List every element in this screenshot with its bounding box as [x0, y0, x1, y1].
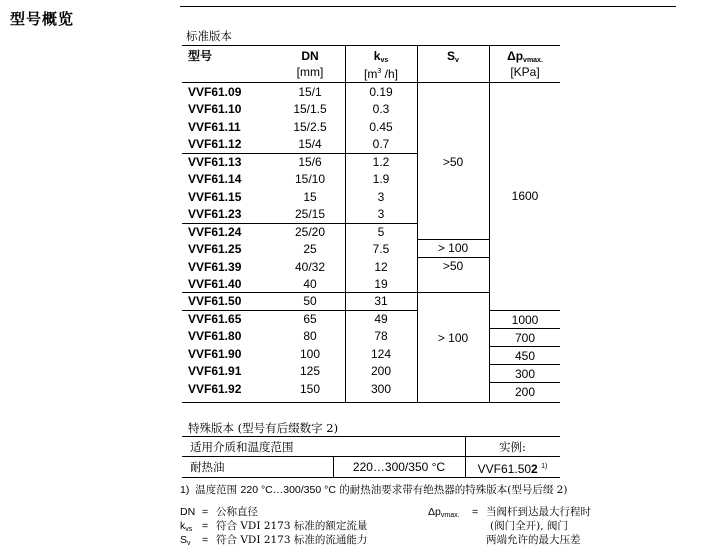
sv-group-rule: [417, 292, 489, 293]
row-kvs: 5: [377, 224, 385, 239]
special-top-rule: [182, 436, 560, 437]
legend-dp: $\Delta p_{vmax.}$ = 当阀杆到达最大行程时: [428, 506, 591, 519]
row-kvs: 49: [374, 311, 388, 326]
row-kvs: 0.7: [372, 137, 390, 152]
row-model: VVF61.25: [188, 242, 242, 257]
sv-group-4: > 100: [437, 331, 469, 345]
dp-rule: [489, 310, 560, 311]
header-kvs-unit: [$m^3$ /h]: [364, 67, 398, 81]
row-kvs: 200: [370, 364, 392, 379]
row-kvs: 3: [377, 189, 385, 204]
row-kvs: 0.19: [369, 85, 393, 99]
special-bottom-rule: [182, 477, 560, 478]
dp-rule: [489, 364, 560, 365]
table-header-rule: [182, 82, 560, 83]
dp-value: 450: [514, 349, 536, 363]
row-group-rule: [182, 153, 417, 154]
header-model: 型号: [188, 49, 213, 63]
row-dn: 50: [303, 294, 317, 309]
row-model: VVF61.11: [188, 119, 241, 134]
dp-value: 1000: [511, 313, 539, 327]
special-version-caption: 特殊版本 (型号有后缀数字 2): [188, 421, 339, 435]
row-dn: 150: [299, 381, 321, 396]
row-dn: 65: [303, 311, 317, 326]
row-kvs: 0.45: [369, 119, 393, 134]
header-dn: DN: [301, 49, 319, 63]
header-kvs: $k_{vs}$: [373, 49, 389, 64]
row-dn: 80: [303, 329, 317, 344]
row-dn: 40: [303, 276, 317, 291]
row-dn: 15/4: [298, 137, 322, 152]
header-dp: $\Delta p_{vmax.}$: [507, 49, 543, 64]
row-dn: 15/1: [298, 85, 322, 99]
row-kvs: 7.5: [372, 242, 390, 257]
row-model: VVF61.50: [188, 294, 242, 309]
legend-dn: DN = 公称直径: [180, 506, 258, 518]
dp-rule: [489, 346, 560, 347]
row-dn: 15/1.5: [293, 102, 327, 117]
row-kvs: 3: [377, 207, 385, 222]
row-model: VVF61.24: [188, 224, 242, 239]
row-model: VVF61.91: [188, 364, 242, 379]
special-header-example: 实例:: [499, 440, 526, 454]
row-model: VVF61.80: [188, 329, 242, 344]
sv-group-2: > 100: [437, 241, 469, 255]
row-kvs: 124: [370, 346, 392, 361]
row-group-rule: [182, 310, 417, 311]
row-model: VVF61.09: [188, 85, 242, 99]
row-model: VVF61.39: [188, 259, 242, 274]
dp-rule: [489, 382, 560, 383]
legend-dp-cont: 两端允许的最大压差: [486, 534, 581, 546]
row-kvs: 78: [374, 329, 388, 344]
dp-value: 200: [514, 385, 536, 399]
row-model: VVF61.13: [188, 154, 242, 169]
row-dn: 15: [303, 189, 317, 204]
dp-value: 300: [514, 367, 536, 381]
special-medium: 耐热油: [190, 460, 225, 474]
footnote: 1) 温度范围 220 °C…300/350 °C 的耐热油要求带有绝热器的特殊版本(型号后缀 2): [180, 484, 568, 496]
row-dn: 125: [299, 364, 321, 379]
legend-kvs: $k_{vs}$ = 符合 VDI 2173 标准的额定流量: [180, 520, 368, 533]
row-model: VVF61.12: [188, 137, 242, 152]
header-dp-unit: [KPa]: [510, 65, 540, 79]
row-model: VVF61.92: [188, 381, 242, 396]
row-kvs: 0.3: [372, 102, 390, 117]
row-dn: 15/6: [298, 154, 322, 169]
row-dn: 15/10: [294, 172, 326, 187]
legend-dp-cont: (阀门全开), 阀门: [490, 520, 568, 532]
standard-version-caption: 标准版本: [186, 29, 232, 43]
col-divider-kvs: [417, 45, 418, 402]
row-kvs: 19: [374, 276, 388, 291]
row-model: VVF61.15: [188, 189, 242, 204]
header-dn-unit: [mm]: [296, 65, 324, 79]
row-dn: 15/2.5: [293, 119, 327, 134]
row-dn: 40/32: [294, 259, 326, 274]
row-kvs: 1.2: [372, 154, 390, 169]
row-dn: 25/15: [294, 207, 326, 222]
row-kvs: 31: [374, 294, 388, 309]
special-example: VVF61.502 $^{1)}$: [477, 462, 548, 476]
row-kvs: 12: [374, 259, 388, 274]
special-header-medium: 适用介质和温度范围: [190, 440, 294, 454]
dp-value: 700: [514, 331, 536, 345]
row-kvs: 1.9: [372, 172, 390, 187]
row-dn: 25/20: [294, 224, 326, 239]
row-dn: 100: [299, 346, 321, 361]
legend-sv: $S_v$ = 符合 VDI 2173 标准的流通能力: [180, 534, 368, 547]
top-rule: [180, 6, 676, 7]
row-model: VVF61.90: [188, 346, 242, 361]
dp-value: 1600: [511, 189, 539, 203]
row-kvs: 300: [370, 381, 392, 396]
row-group-rule: [182, 223, 417, 224]
table-top-rule: [182, 45, 560, 46]
sv-group-3: >50: [442, 259, 464, 273]
special-range: 220…300/350 °C: [352, 460, 446, 474]
header-sv: $S_v$: [447, 49, 459, 64]
page-title: 型号概览: [10, 11, 75, 28]
row-dn: 25: [303, 242, 317, 257]
row-model: VVF61.14: [188, 172, 242, 187]
dp-rule: [489, 328, 560, 329]
special-mid-rule: [182, 456, 560, 457]
row-model: VVF61.65: [188, 311, 242, 326]
sv-group-1: >50: [442, 155, 464, 169]
row-model: VVF61.10: [188, 102, 242, 117]
row-model: VVF61.40: [188, 276, 242, 291]
row-model: VVF61.23: [188, 207, 242, 222]
table-bottom-rule: [182, 402, 560, 403]
row-group-rule: [182, 292, 417, 293]
